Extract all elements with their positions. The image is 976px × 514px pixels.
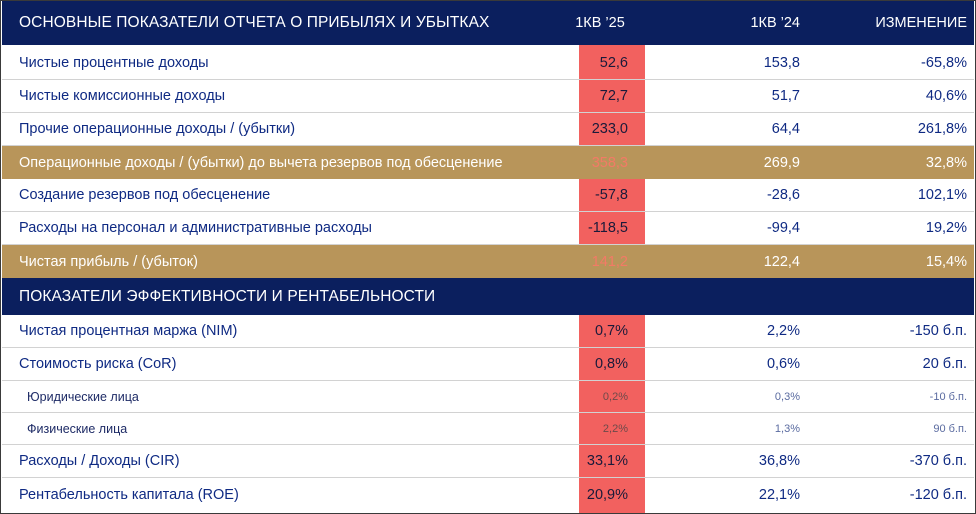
table-row-total bbox=[2, 146, 974, 179]
value-q1-24: 51,7 bbox=[771, 88, 800, 104]
value-change: -150 б.п. bbox=[909, 323, 967, 339]
value-q1-25: -118,5 bbox=[587, 220, 628, 236]
value-change: 90 б.п. bbox=[933, 422, 967, 435]
row-label: Расходы на персонал и административные расходы bbox=[19, 220, 372, 236]
value-change: -370 б.п. bbox=[909, 453, 967, 469]
value-change: -65,8% bbox=[921, 55, 967, 71]
value-q1-24: 153,8 bbox=[763, 55, 800, 71]
value-change: 19,2% bbox=[925, 220, 967, 236]
table-title: ОСНОВНЫЕ ПОКАЗАТЕЛИ ОТЧЕТА О ПРИБЫЛЯХ И УБЫТКАХ bbox=[19, 14, 490, 31]
row-label: Расходы / Доходы (CIR) bbox=[19, 453, 180, 469]
value-q1-25: -57,8 bbox=[594, 187, 628, 203]
row-label: Юридические лица bbox=[27, 389, 139, 404]
row-label: Чистые комиссионные доходы bbox=[19, 88, 226, 104]
value-q1-24: 64,4 bbox=[771, 121, 800, 137]
value-q1-25: 0,2% bbox=[602, 390, 628, 403]
row-label: Чистые процентные доходы bbox=[19, 55, 209, 71]
value-change: 261,8% bbox=[917, 121, 967, 137]
row-label: Операционные доходы / (убытки) до вычета резервов под обесценение bbox=[19, 154, 503, 171]
table-header bbox=[2, 1, 974, 45]
value-q1-25: 141,2 bbox=[591, 253, 628, 270]
column-header-change: ИЗМЕНЕНИЕ bbox=[875, 15, 967, 31]
value-q1-25: 358,3 bbox=[591, 154, 628, 171]
value-change: -120 б.п. bbox=[909, 487, 967, 503]
table-row bbox=[2, 179, 974, 212]
table-subrow bbox=[2, 413, 974, 445]
value-q1-25: 72,7 bbox=[599, 88, 628, 104]
value-q1-24: 22,1% bbox=[758, 487, 800, 503]
value-q1-25: 2,2% bbox=[602, 422, 628, 435]
value-change: 40,6% bbox=[925, 88, 967, 104]
value-q1-24: 0,3% bbox=[774, 390, 800, 403]
value-q1-24: 0,6% bbox=[766, 356, 800, 372]
table-row bbox=[2, 478, 974, 512]
value-q1-24: -99,4 bbox=[766, 220, 800, 236]
value-q1-24: 2,2% bbox=[766, 323, 800, 339]
value-change: -10 б.п. bbox=[929, 390, 967, 403]
section-header bbox=[2, 278, 974, 315]
value-q1-25: 0,8% bbox=[594, 356, 628, 372]
table-row-total bbox=[2, 245, 974, 278]
value-change: 20 б.п. bbox=[922, 356, 967, 372]
row-label: Создание резервов под обесценение bbox=[19, 187, 271, 203]
value-q1-24: 269,9 bbox=[763, 154, 800, 171]
table-subrow bbox=[2, 381, 974, 413]
row-label: Чистая прибыль / (убыток) bbox=[19, 253, 198, 270]
value-q1-24: 1,3% bbox=[774, 422, 800, 435]
value-q1-25: 233,0 bbox=[591, 121, 628, 137]
section-title: ПОКАЗАТЕЛИ ЭФФЕКТИВНОСТИ И РЕНТАБЕЛЬНОСТИ bbox=[19, 287, 436, 305]
row-label: Стоимость риска (CoR) bbox=[19, 356, 177, 372]
value-q1-24: -28,6 bbox=[766, 187, 800, 203]
value-change: 15,4% bbox=[925, 253, 967, 270]
table-row bbox=[2, 315, 974, 348]
row-label: Чистая процентная маржа (NIM) bbox=[19, 323, 238, 339]
column-header-q1-25: 1КВ ’25 bbox=[575, 15, 625, 31]
value-change: 102,1% bbox=[917, 187, 967, 203]
value-q1-25: 0,7% bbox=[594, 323, 628, 339]
row-label: Физические лица bbox=[27, 421, 128, 436]
value-q1-25: 20,9% bbox=[586, 487, 628, 503]
value-q1-25: 33,1% bbox=[586, 453, 628, 469]
table-row bbox=[2, 445, 974, 478]
table-row bbox=[2, 47, 974, 80]
value-q1-24: 122,4 bbox=[763, 253, 800, 270]
row-label: Рентабельность капитала (ROE) bbox=[19, 487, 239, 503]
table-row bbox=[2, 80, 974, 113]
column-header-q1-24: 1КВ ’24 bbox=[750, 15, 800, 31]
table-row bbox=[2, 212, 974, 245]
value-change: 32,8% bbox=[925, 154, 967, 171]
value-q1-25: 52,6 bbox=[599, 55, 628, 71]
table-row bbox=[2, 113, 974, 146]
table-row bbox=[2, 348, 974, 381]
row-label: Прочие операционные доходы / (убытки) bbox=[19, 121, 296, 137]
value-q1-24: 36,8% bbox=[758, 453, 800, 469]
